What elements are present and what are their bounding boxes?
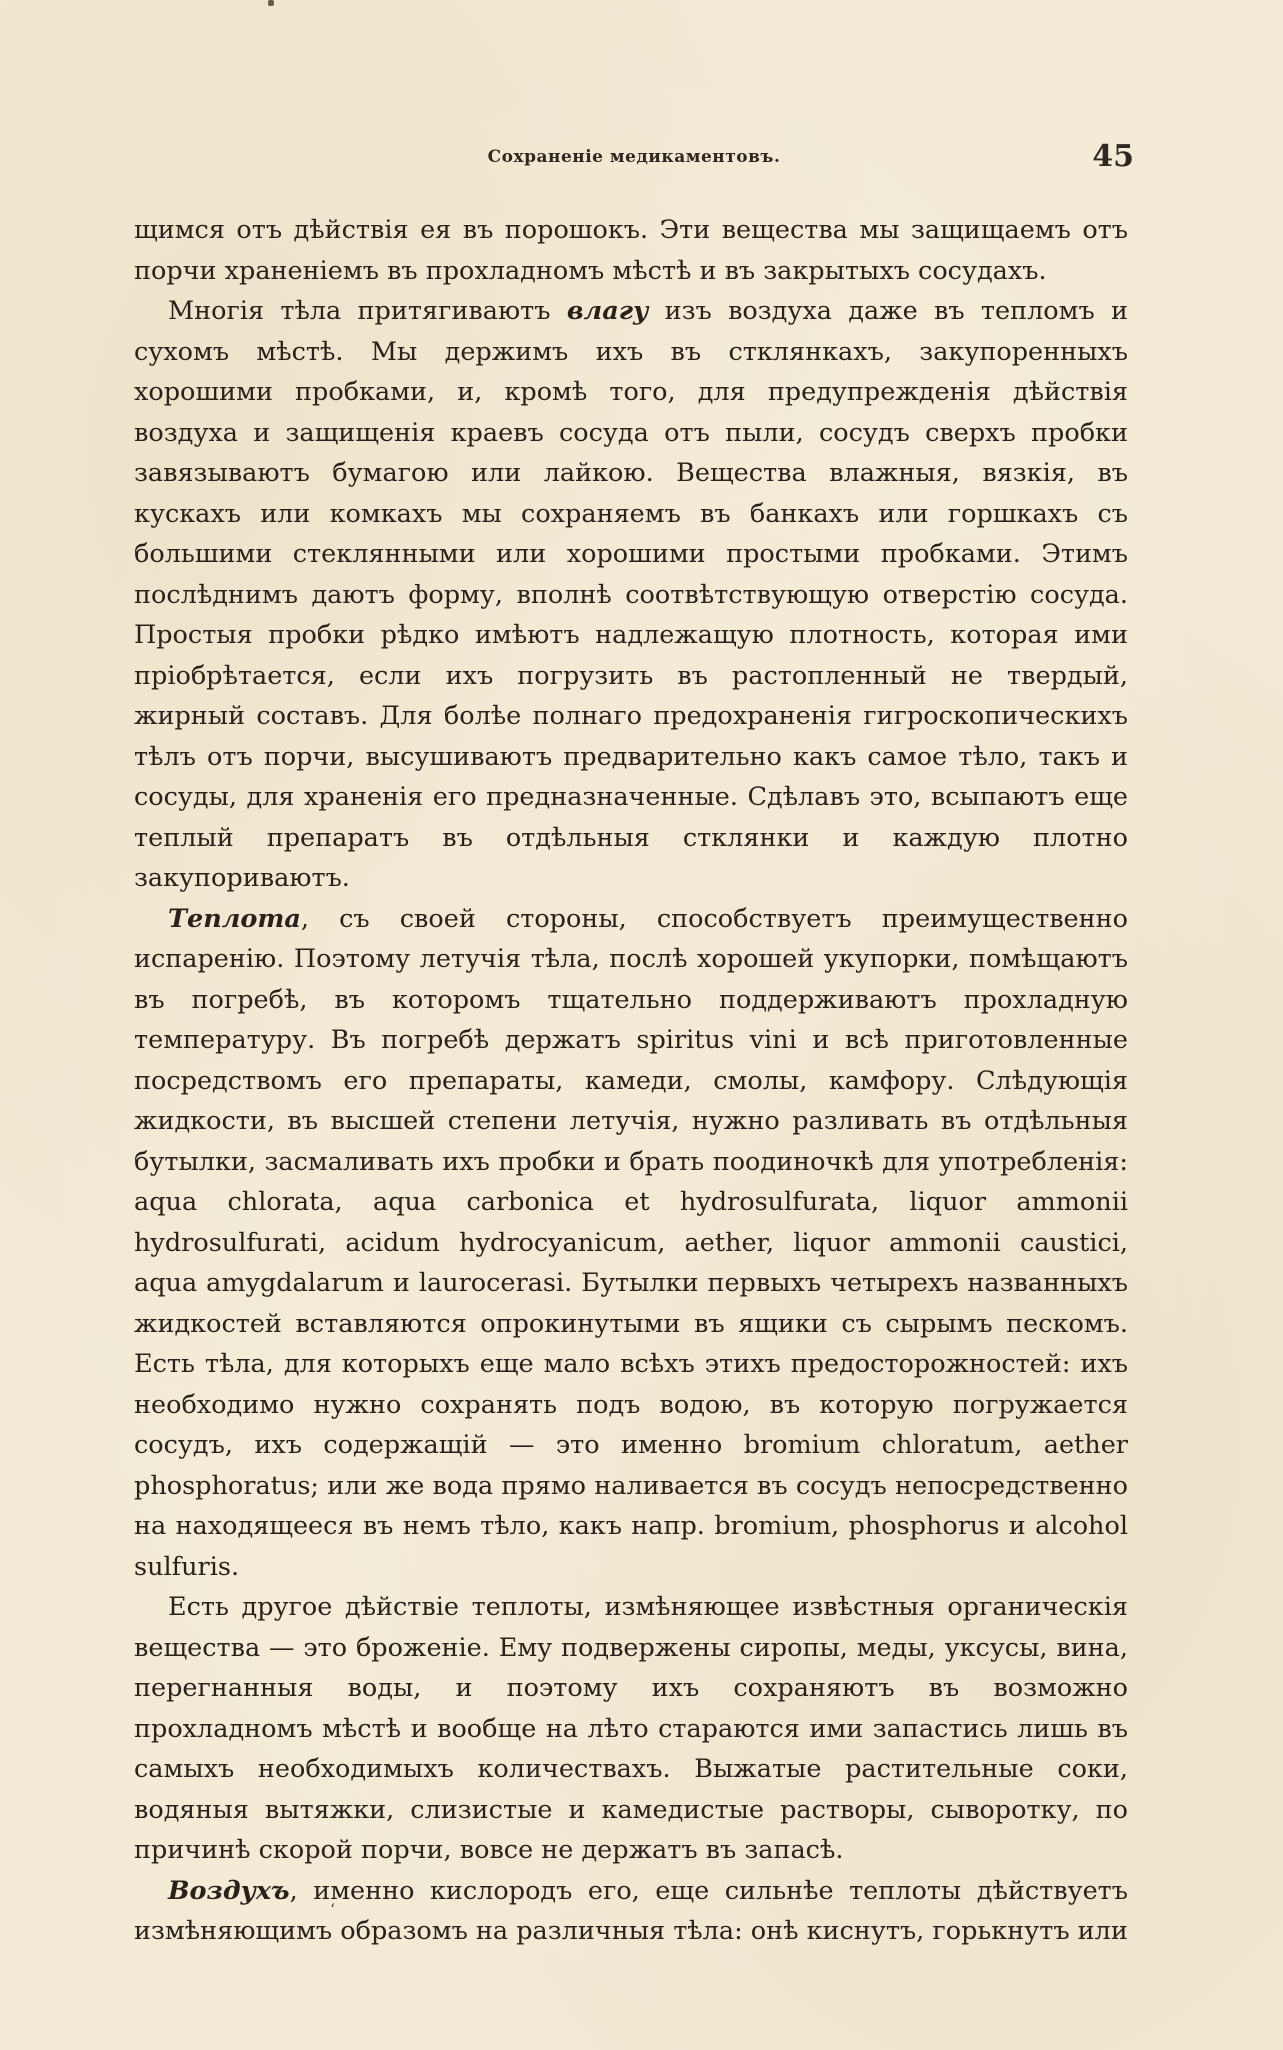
paragraph-2-text-a: Многія тѣла притягиваютъ — [168, 296, 567, 326]
running-title: Сохраненіе медикаментовъ. — [487, 147, 781, 167]
page-number: 45 — [1092, 139, 1134, 174]
paragraph-3-emphasis: Теплота — [168, 903, 301, 934]
ink-spot — [268, 0, 274, 6]
paragraph-3-text: , съ своей стороны, способствуетъ преимущественно испаренію. Поэтому летучія тѣла, послѣ хорошей укупорки, помѣщаютъ въ погребѣ, въ которомъ тщательно поддерживаютъ прохладную температуру. Въ погребѣ держатъ spiritus vini и всѣ приготовленные посредствомъ его препараты, камеди, смолы, камфору. Слѣдующія жидкости, въ высшей степени летучія, нужно разливать въ отдѣльныя бутылки, засмаливать ихъ пробки и брать поодиночкѣ для употребленія: aqua chlorata, aqua carbonica et hydrosulfurata, liquor ammonii hydrosulfurati, acidum hydrocyanicum, aether, liquor ammonii caustici, aqua amygdalarum и laurocerasi. Бутылки первыхъ четырехъ названныхъ жидкостей вставляются опрокинутыми въ ящики съ сырымъ пескомъ. Есть тѣла, для которыхъ еще мало всѣхъ этихъ предосторожностей: ихъ необходимо нужно сохранять подъ водою, въ которую погружается сосудъ, ихъ содержащій — это именно bromium chloratum, aether phosphoratus; или же вода прямо наливается въ сосудъ непосредственно на находящееся въ немъ тѣло, какъ напр. bromium, phosphorus и alcohol sulfuris. — [134, 903, 1128, 1582]
paragraph-4-text: Есть другое дѣйствіе теплоты, измѣняющее извѣстныя органическія вещества — это броженіе. Ему подвержены сиропы, меды, уксусы, вина, перегнанныя воды, и поэтому ихъ сохраняютъ въ возможно прохладномъ мѣстѣ и вообще на лѣто стараются ими запастись лишь въ самыхъ необходимыхъ количествахъ. Выжатые растительные соки, водяныя вытяжки, слизистые и камедистые растворы, сыворотку, по причинѣ скорой порчи, вовсе не держатъ въ запасѣ. — [134, 1592, 1128, 1865]
running-head — [134, 139, 1134, 179]
paragraph-2 — [134, 291, 1128, 899]
paragraph-3 — [134, 899, 1128, 1588]
stray-mark: ‘ — [330, 1900, 336, 1919]
paragraph-4 — [134, 1587, 1128, 1871]
paragraph-5-emphasis: Воздухъ — [168, 1875, 290, 1906]
paragraph-1 — [134, 210, 1128, 291]
body-text — [134, 210, 1128, 1952]
paragraph-2-emphasis: влагу — [566, 296, 649, 326]
paragraph-5-text: , именно кислородъ его, еще сильнѣе теплоты дѣйствуетъ измѣняющимъ образомъ на различныя тѣла: онѣ киснутъ, горькнутъ или — [134, 1875, 1128, 1946]
paragraph-5 — [134, 1871, 1128, 1952]
paragraph-1-text: щимся отъ дѣйствія ея въ порошокъ. Эти вещества мы защищаемъ отъ порчи храненіемъ въ прохладномъ мѣстѣ и въ закрытыхъ сосудахъ. — [134, 215, 1128, 286]
paragraph-2-text-b: изъ воздуха даже въ тепломъ и сухомъ мѣстѣ. Мы держимъ ихъ въ стклянкахъ, закупоренныхъ хорошими пробками, и, кромѣ того, для предупрежденія дѣйствія воздуха и защищенія краевъ сосуда отъ пыли, сосудъ сверхъ пробки завязываютъ бумагою или лайкою. Вещества влажныя, вязкія, въ кускахъ или комкахъ мы сохраняемъ въ банкахъ или горшкахъ съ большими стеклянными или хорошими простыми пробками. Этимъ послѣднимъ даютъ форму, вполнѣ соотвѣтствующую отверстію сосуда. Простыя пробки рѣдко имѣютъ надлежащую плотность, которая ими пріобрѣтается, если ихъ погрузить въ растопленный не твердый, жирный составъ. Для болѣе полнаго предохраненія гигроскопическихъ тѣлъ отъ порчи, высушиваютъ предварительно какъ самое тѣло, такъ и сосуды, для храненія его предназначенные. Сдѣлавъ это, всыпаютъ еще теплый препаратъ въ отдѣльныя стклянки и каждую плотно закупориваютъ. — [134, 296, 1128, 893]
